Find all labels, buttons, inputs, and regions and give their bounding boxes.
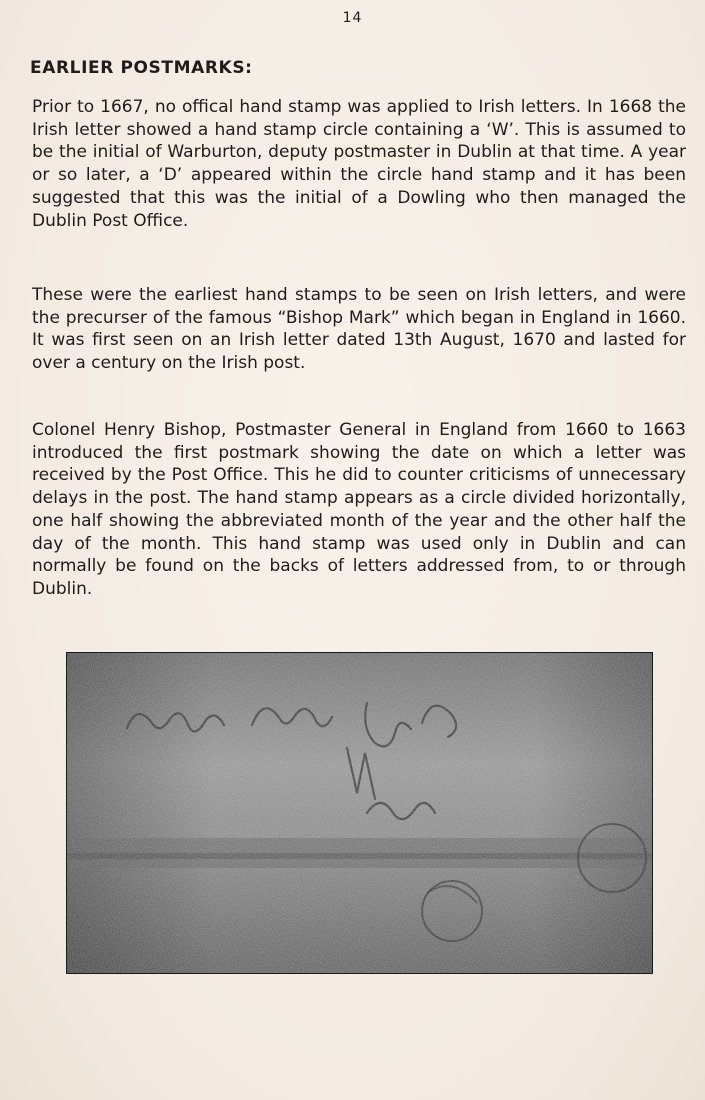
- letter-photograph: [66, 652, 653, 974]
- paragraph-3: Colonel Henry Bishop, Postmaster General in England from 1660 to 1663 introduced the first postmark showing the date on which a letter was received by the Post Office. This he did to counter criticisms of unnecessary delays in the post. The hand stamp appears as a circle divided horizontally, one half showing the abbreviated month of the year and the other half the day of the month. This hand stamp was used only in Dublin and can normally be found on the backs of letters addressed from, to or through Dublin.: [32, 420, 686, 599]
- paragraph-1: Prior to 1667, no offical hand stamp was applied to Irish letters. In 1668 the Irish letter showed a hand stamp circle containing a ‘W’. This is assumed to be the initial of Warburton, deputy postmaster in Dublin at that time. A year or so later, a ‘D’ appeared within the circle hand stamp and it has been suggested that this was the initial of a Dowling who then managed the Dublin Post Office.: [32, 97, 686, 231]
- paragraph-2: These were the earliest hand stamps to be seen on Irish letters, and were the precurser of the famous “Bishop Mark” which began in England in 1660. It was first seen on an Irish letter dated 13th August, 1670 and lasted for over a century on the Irish post.: [32, 285, 686, 374]
- page-number: 14: [342, 10, 363, 26]
- letter-photograph-image: [67, 653, 652, 973]
- section-heading: EARLIER POSTMARKS:: [30, 58, 253, 78]
